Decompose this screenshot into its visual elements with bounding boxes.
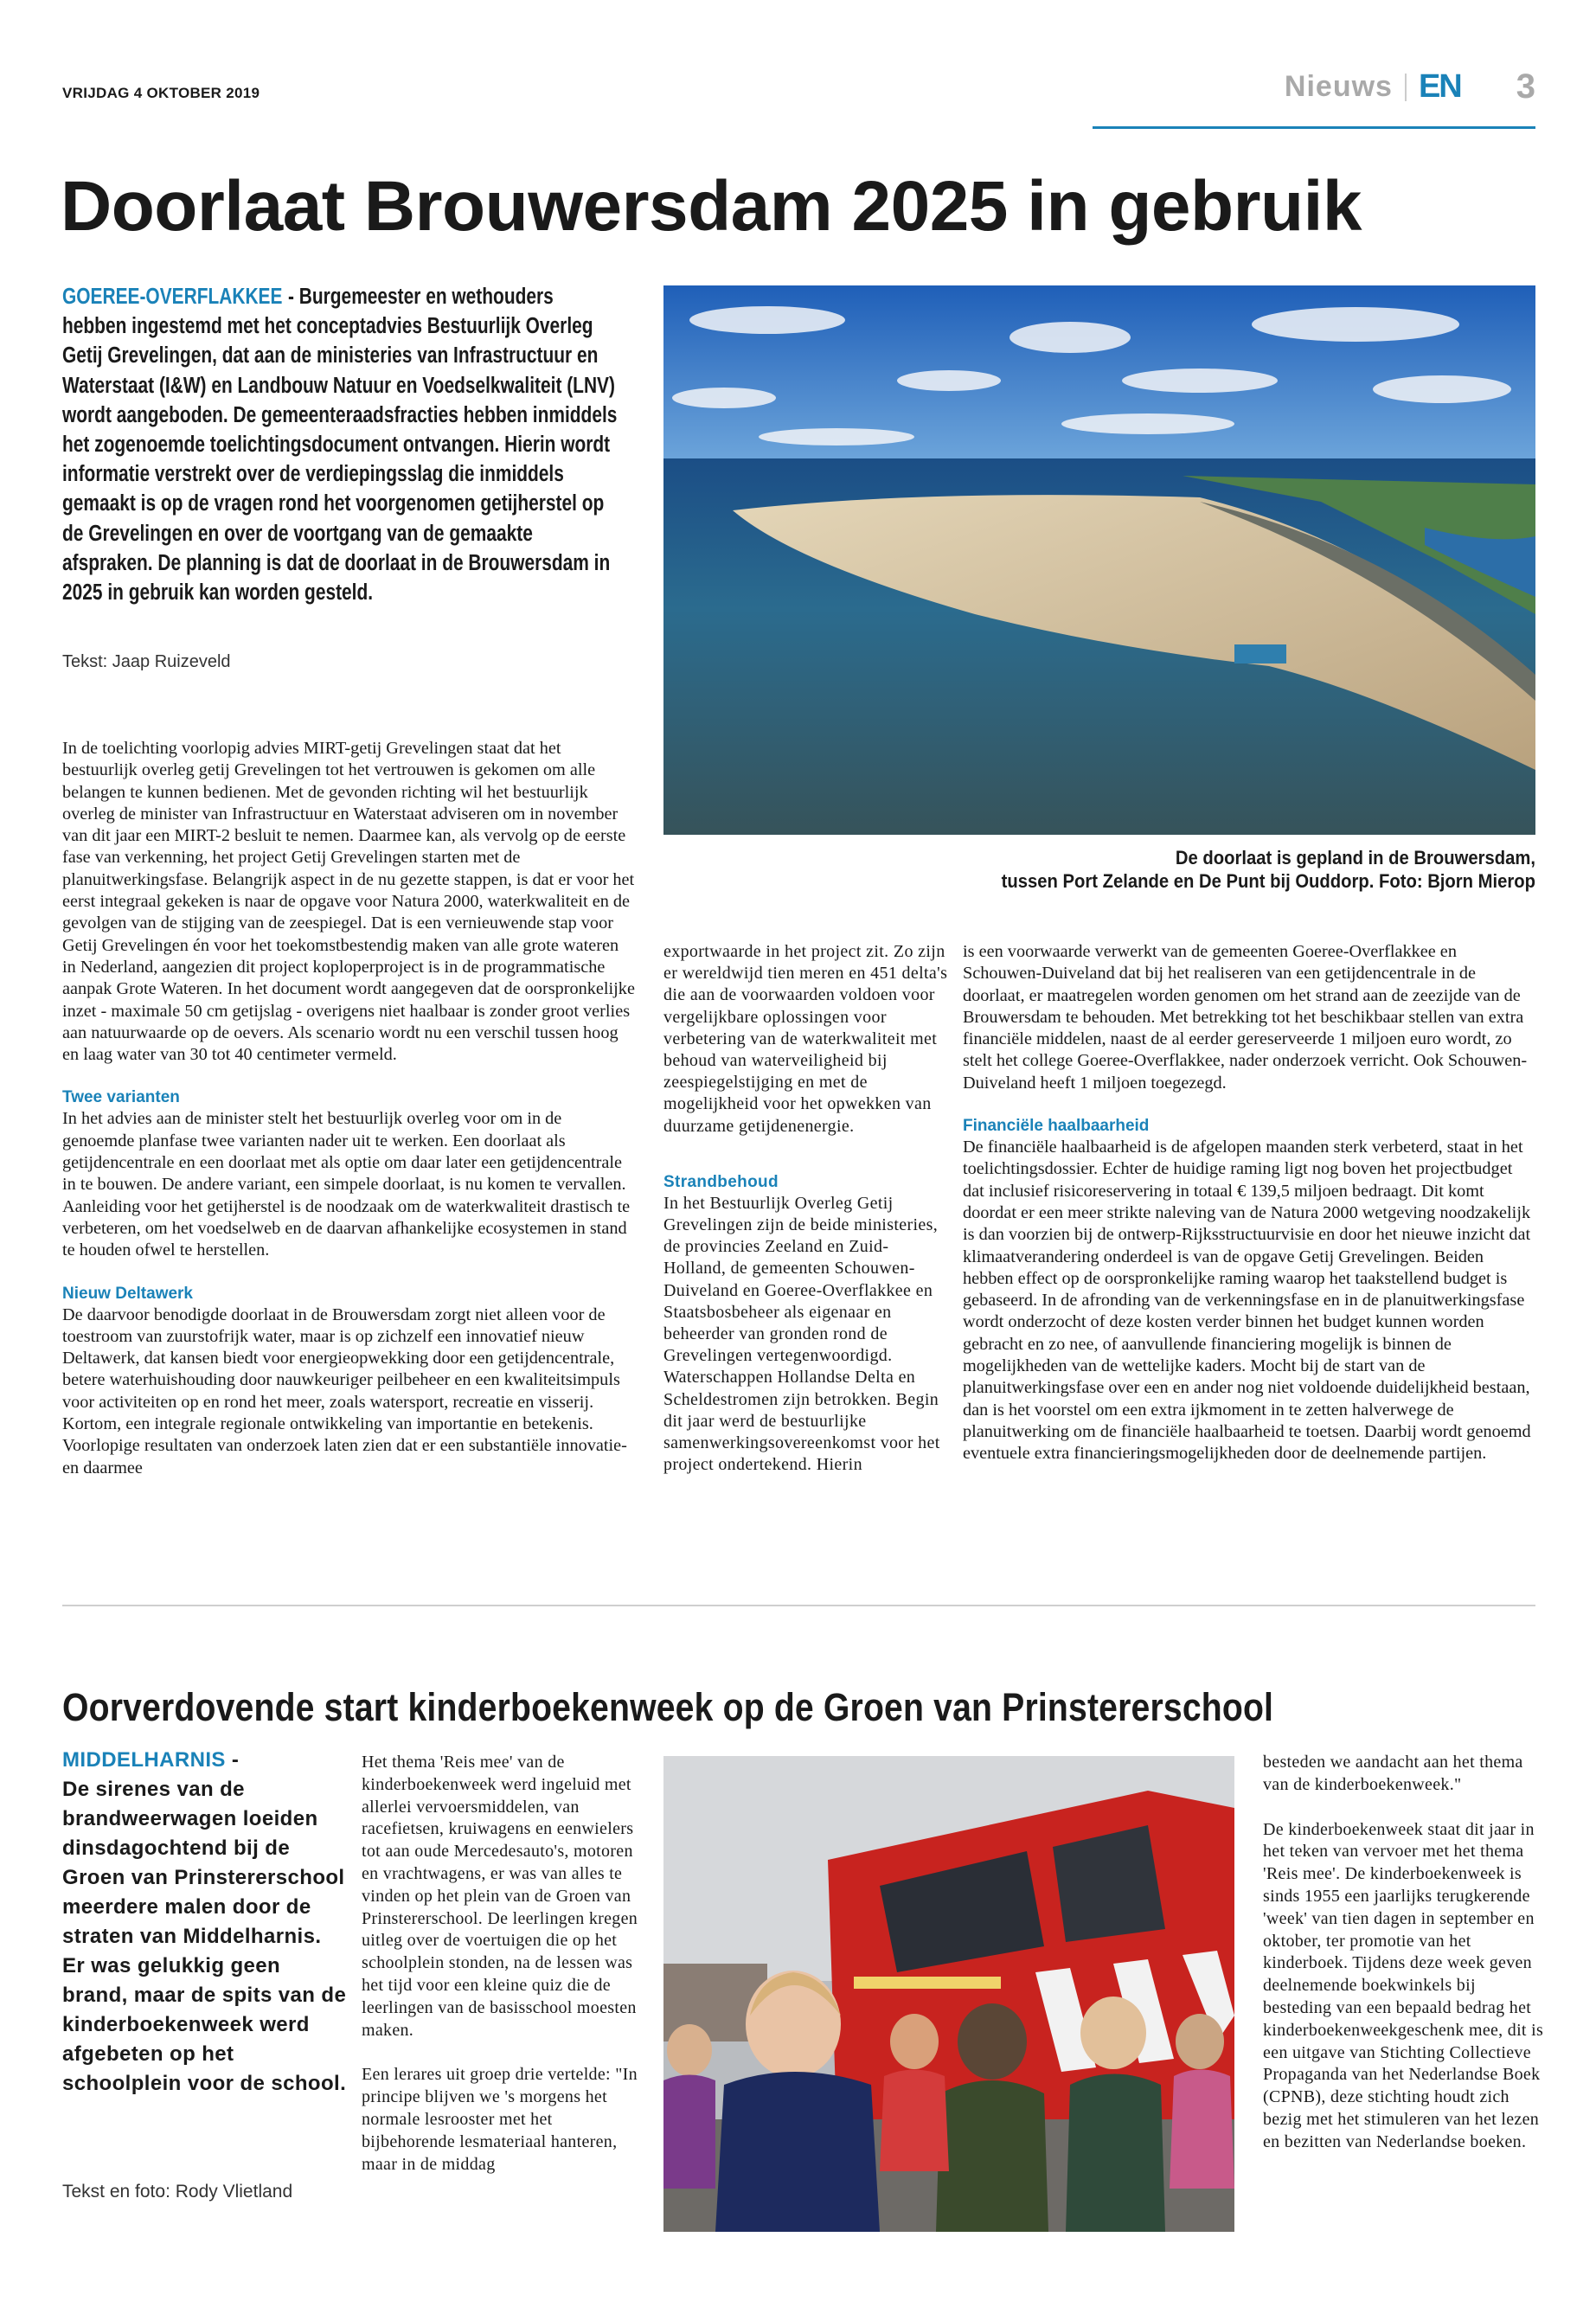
paragraph: De daarvoor benodigde doorlaat in de Brouwersdam zorgt niet alleen voor de toestroom van zuurstofrijk water, maar is op zichzelf een innovatief nieuw Deltawerk, dat kansen biedt voor energieopwekking door een getijdencentrale, betere waterhuishouding door nauwkeuriger peilbeheer en een kwaliteitsimpuls voor activiteiten op en rond het meer, zoals watersport, recreatie en visserij. Kortom, een integrale regionale ontwikkeling van importantie en betekenis. Voorlopige resultaten van onderzoek laten zien dat er een substantiële innovatie- en daarmee: [62, 1304, 627, 1477]
byline: Tekst en foto: Rody Vlietland: [62, 2182, 293, 2202]
body-column-1: [62, 738, 635, 1501]
page-header: [1285, 67, 1535, 106]
article-headline-2: Oorverdovende start kinderboekenweek op de Groen van Prinstererschool: [62, 1685, 1274, 1729]
article-lead: [62, 282, 623, 607]
body-column-3: [963, 941, 1538, 1487]
paragraph: besteden we aandacht aan het thema van de kinderboekenweek.": [1263, 1753, 1523, 1794]
photo-illustration: [663, 1756, 1234, 2232]
article-headline: Doorlaat Brouwersdam 2025 in gebruik: [61, 167, 1362, 246]
paragraph: In het advies aan de minister stelt het bestuurlijk overleg voor om in de genoemde planfase twee varianten nader uit te werken. Een doorlaat als getijdencentrale en een doorlaat met als optie om daar later een getijdencentrale in te bouwen. De andere variant, een simpele doorlaat, is nu komen te vervallen. Aanleiding voor het getijherstel is de noodzaak om de waterkwaliteit drastisch te verbeteren, om het voedselweb en de daarvan afhankelijke ecosystemen in stand te houden ofwel te herstellen.: [62, 1109, 631, 1260]
article-lead-2: MIDDELHARNIS - De sirenes van de brandweerwagen loeiden dinsdagochtend bij de Groen van Prinstererschool meerdere malen door de straten van Middelharnis. Er was gelukkig geen brand, maar de spits van de kinderboekenweek werd afgebeten op het schoolplein voor de school.: [62, 1748, 347, 2095]
caption-line: tussen Port Zelande en De Punt bij Ouddorp. Foto: Bjorn Mierop: [1001, 870, 1535, 892]
page-number: 3: [1516, 67, 1535, 106]
byline: Tekst: Jaap Ruizeveld: [62, 652, 231, 671]
photo-caption: [1002, 846, 1535, 893]
issue-date: VRIJDAG 4 OKTOBER 2019: [62, 85, 260, 101]
lead-text: De sirenes van de brandweerwagen loeiden dinsdagochtend bij de Groen van Prinstererschool meerdere malen door de straten van Middelharnis. Er was gelukkig geen brand, maar de spits van de kinderboekenweek werd afgebeten op het schoolplein voor de school.: [62, 1778, 347, 2095]
paragraph: De financiële haalbaarheid is de afgelopen maanden sterk verbeterd, staat in het toelichtingsdossier. Echter de huidige raming ligt nog boven het projectbudget dat inclusief risicoreservering in totaal € 139,5 miljoen bedraagt. Dit komt doordat er een meer strikte naleving van de Natura 2000 wetgeving noodzakelijk is dan voorzien bij de ontwerp-Rijksstructuurvisie en door het nieuwe inzicht dat klimaatverandering onderdeel is van de opgave Getij Grevelingen. Beiden hebben effect op de oorspronkelijke raming waarop het taakstellend budget is gebaseerd. In de afronding van de verkenningsfase en in de planuitwerkingsfase wordt onderzocht of deze kosten verder binnen het budget kunnen worden gebracht en zo nee, of aanvullende financiering mogelijk is binnen de mogelijkheden van de wettelijke kaders. Mocht bij de start van de planuitwerkingsfase over een en ander nog niet voldoende duidelijkheid bestaan, dan is het voorstel om een extra ijkmoment in te zetten halverwege de planuitwerking om de financiële haalbaarheid te toetsen. Daarbij wordt genoemd eventuele extra financieringsmogelijkheden door de deelnemende partijen.: [963, 1138, 1531, 1464]
header-separator: [1405, 74, 1407, 101]
brand-logo: EN: [1418, 68, 1461, 105]
subheading: Financiële haalbaarheid: [963, 1117, 1150, 1136]
article-divider: [62, 1605, 1535, 1606]
caption-line: De doorlaat is gepland in de Brouwersdam,: [1175, 847, 1535, 868]
paragraph: De kinderboekenweek staat dit jaar in het teken van vervoer met het thema 'Reis mee'. De kinderboekenweek is sinds 1955 een jaarlijks terugkerende 'week' van tien dagen in september en oktober, ter promotie van het kinderboek. Tijdens deze week geven deelnemende boekwinkels bij besteding van een bepaald bedrag het kinderboekenweekgeschenk mee, dit is een uitgave van Stichting Collectieve Propaganda van het Nederlandse Boek (CPNB), deze stichting houdt zich bezig met het stimuleren van het lezen en bezitten van Nederlandse boeken.: [1263, 1819, 1544, 2151]
photo-illustration: [663, 285, 1535, 835]
subheading: Nieuw Deltawerk: [62, 1284, 193, 1303]
body-column-2: [663, 941, 949, 1497]
paragraph: is een voorwaarde verwerkt van de gemeenten Goeree-Overflakkee en Schouwen-Duiveland dat bij het realiseren van een getijdencentrale in de doorlaat, er maatregelen worden genomen om het strand aan de zeezijde van de Brouwersdam te behouden. Met betrekking tot het beschikbaar stellen van extra financiële middelen, naast de al eerder gereserveerde 1 miljoen euro wordt, zo stelt het college Goeree-Overflakkee, nader onderzoek verricht. Ook Schouwen-Duiveland heeft 1 miljoen toegezegd.: [963, 942, 1528, 1093]
header-rule: [1093, 126, 1535, 129]
aerial-photo-brouwersdam: [663, 285, 1535, 835]
body-column-a: [362, 1752, 647, 2198]
photo-fire-truck-children: [663, 1756, 1234, 2232]
lead-text: - Burgemeester en wethouders hebben ingestemd met het conceptadvies Bestuurlijk Overleg Getij Grevelingen, dat aan de ministeries van Infrastructuur en Waterstaat (I&W) en Landbouw Natuur en Voedselkwaliteit (LNV) wordt aangeboden. De gemeenteraadsfracties hebben inmiddels het zogenoemde toelichtingsdocument ontvangen. Hierin wordt informatie verstrekt over de verdiepingsslag die inmiddels gemaakt is op de vragen rond het voorgenomen getijherstel op de Grevelingen en over de voortgang van de gemaakte afspraken. De planning is dat de doorlaat in de Brouwersdam in 2025 in gebruik kan worden gesteld.: [62, 285, 618, 606]
body-column-b: [1263, 1752, 1548, 2176]
subheading: Strandbehoud: [663, 1172, 779, 1191]
paragraph: In de toelichting voorlopig advies MIRT-getij Grevelingen staat dat het bestuurlijk overleg getij Grevelingen tot het vertrouwen is gekomen om alle belangen te kunnen bedienen. Met de gevonden richting wil het bestuurlijk overleg de minister van Infrastructuur en Waterstaat adviseren om in november van dit jaar een MIRT-2 besluit te nemen. Daarmee kan, als vervolg op de eerste fase van verkenning, het project Getij Grevelingen starten met de planuitwerkingsfase. Belangrijk aspect in de nu gezette stappen, is dat er voor het eerst integraal gekeken is naar de opgave voor Natura 2000, waterkwaliteit en de gevolgen van de stijging van de zeespiegel. Dat is een vernieuwende stap voor Getij Grevelingen én voor het toekomstbestendig maken van alle grote wateren in Nederland, aangezien dit project koploperproject is in de programmatische aanpak Grote Wateren. In het document wordt aangegeven dat de oorspronkelijke inzet - maximale 50 cm getijslag - overigens niet haalbaar is zonder groot verlies aan natuurwaarde op de oevers. Als scenario wordt nu een verschil tussen hoog en laag water van 30 tot 40 centimeter vermeld.: [62, 739, 635, 1065]
subheading: Twee varianten: [62, 1088, 180, 1107]
paragraph: Het thema 'Reis mee' van de kinderboekenweek werd ingeluid met allerlei vervoersmiddelen, van racefietsen, kruiwagens en eenwielers tot aan oude Mercedesauto's, motoren en vrachtwagens, er was van alles te vinden op het plein van de Groen van Prinstererschool. De leerlingen kregen uitleg over de voertuigen die op het schoolplein stonden, na de lessen was het tijd voor een kleine quiz die de leerlingen van de basisschool moesten maken.: [362, 1753, 638, 2040]
paragraph: exportwaarde in het project zit. Zo zijn er wereldwijd tien meren en 451 delta's die aan de voorwaarden voldoen voor vergelijkbare oplossingen voor verbetering van de waterkwaliteit met behoud van waterveiligheid bij zeespiegelstijging en met de mogelijkheid voor het opwekken van duurzame getijdenenergie.: [663, 942, 948, 1136]
paragraph: Een lerares uit groep drie vertelde: "In principe blijven we 's morgens het normale lesrooster met het bijbehorende lesmateriaal hanteren, maar in de middag: [362, 2065, 638, 2174]
dateline-location: GOEREE-OVERFLAKKEE: [62, 285, 283, 309]
paragraph: In het Bestuurlijk Overleg Getij Grevelingen zijn de beide ministeries, de provincies Zeeland en Zuid-Holland, de gemeenten Schouwen-Duiveland en Goeree-Overflakkee en Staatsbosbeheer als eigenaar en beheerder van gronden rond de Grevelingen vertegenwoordigd. Waterschappen Hollandse Delta en Scheldestromen zijn betrokken. Begin dit jaar werd de bestuurlijke samenwerkingsovereenkomst voor het project ondertekend. Hierin: [663, 1193, 940, 1475]
dateline-location: MIDDELHARNIS: [62, 1748, 226, 1772]
section-label: Nieuws: [1284, 70, 1393, 103]
